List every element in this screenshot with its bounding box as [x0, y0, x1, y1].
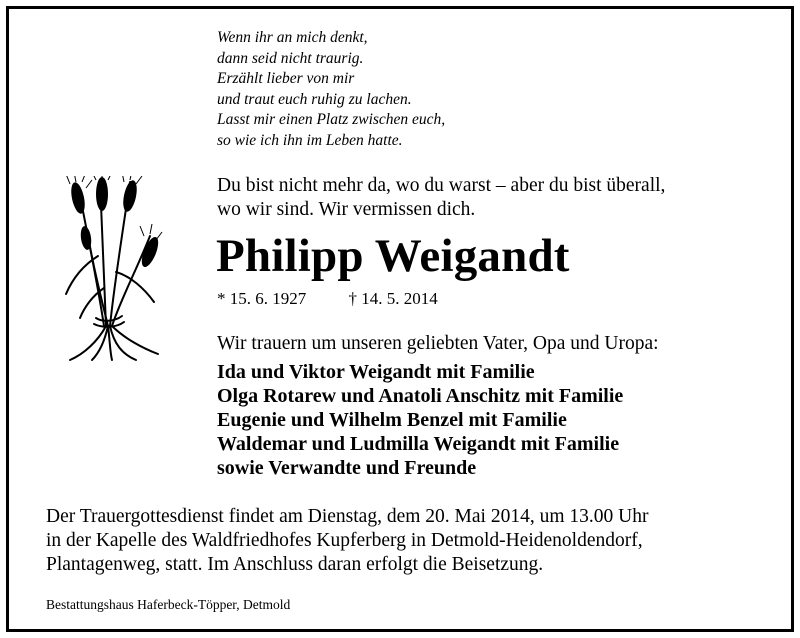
mourner-family: Olga Rotarew und Anatoli Anschitz mit Familie: [217, 385, 624, 407]
birth-date: * 15. 6. 1927: [217, 289, 307, 308]
undertaker-credit: Bestattungshaus Haferbeck-Töpper, Detmold: [46, 597, 291, 612]
poem-line: Lasst mir einen Platz zwischen euch,: [217, 111, 446, 128]
mourner-family: Ida und Viktor Weigandt mit Familie: [217, 361, 535, 383]
poem-line: dann seid nicht traurig.: [217, 49, 364, 67]
funeral-service-notice: [46, 505, 648, 577]
service-line: Der Trauergottesdienst findet am Dienstag, dem 20. Mai 2014, um 13.00 Uhr: [46, 506, 649, 527]
mourners-list: [217, 360, 623, 480]
tagline-line: Du bist nicht mehr da, wo du warst – aber du bist überall,: [217, 175, 666, 196]
poem-line: so wie ich ihn im Leben hatte.: [217, 131, 403, 149]
tagline-line: wo wir sind. Wir vermissen dich.: [217, 199, 476, 220]
mourner-family: Waldemar und Ludmilla Weigandt mit Familie: [217, 433, 620, 455]
poem-line: und traut euch ruhig zu lachen.: [217, 90, 412, 108]
mourner-family: sowie Verwandte und Freunde: [217, 457, 477, 479]
mourner-family: Eugenie und Wilhelm Benzel mit Familie: [217, 409, 567, 431]
life-dates: [217, 288, 438, 310]
tagline: [217, 174, 665, 222]
service-line: in der Kapelle des Waldfriedhofes Kupferberg in Detmold-Heidenoldendorf,: [46, 530, 643, 551]
poem-line: Wenn ihr an mich denkt,: [217, 29, 368, 46]
poem: [217, 28, 445, 151]
wheat-sheaf-icon: [58, 176, 170, 362]
mourning-intro: Wir trauern um unseren geliebten Vater, Opa und Uropa:: [217, 333, 659, 354]
death-date: † 14. 5. 2014: [348, 289, 438, 308]
service-line: Plantagenweg, statt. Im Anschluss daran erfolgt die Beisetzung.: [46, 554, 544, 575]
poem-line: Erzählt lieber von mir: [217, 70, 355, 87]
deceased-name: Philipp Weigandt: [216, 230, 570, 282]
